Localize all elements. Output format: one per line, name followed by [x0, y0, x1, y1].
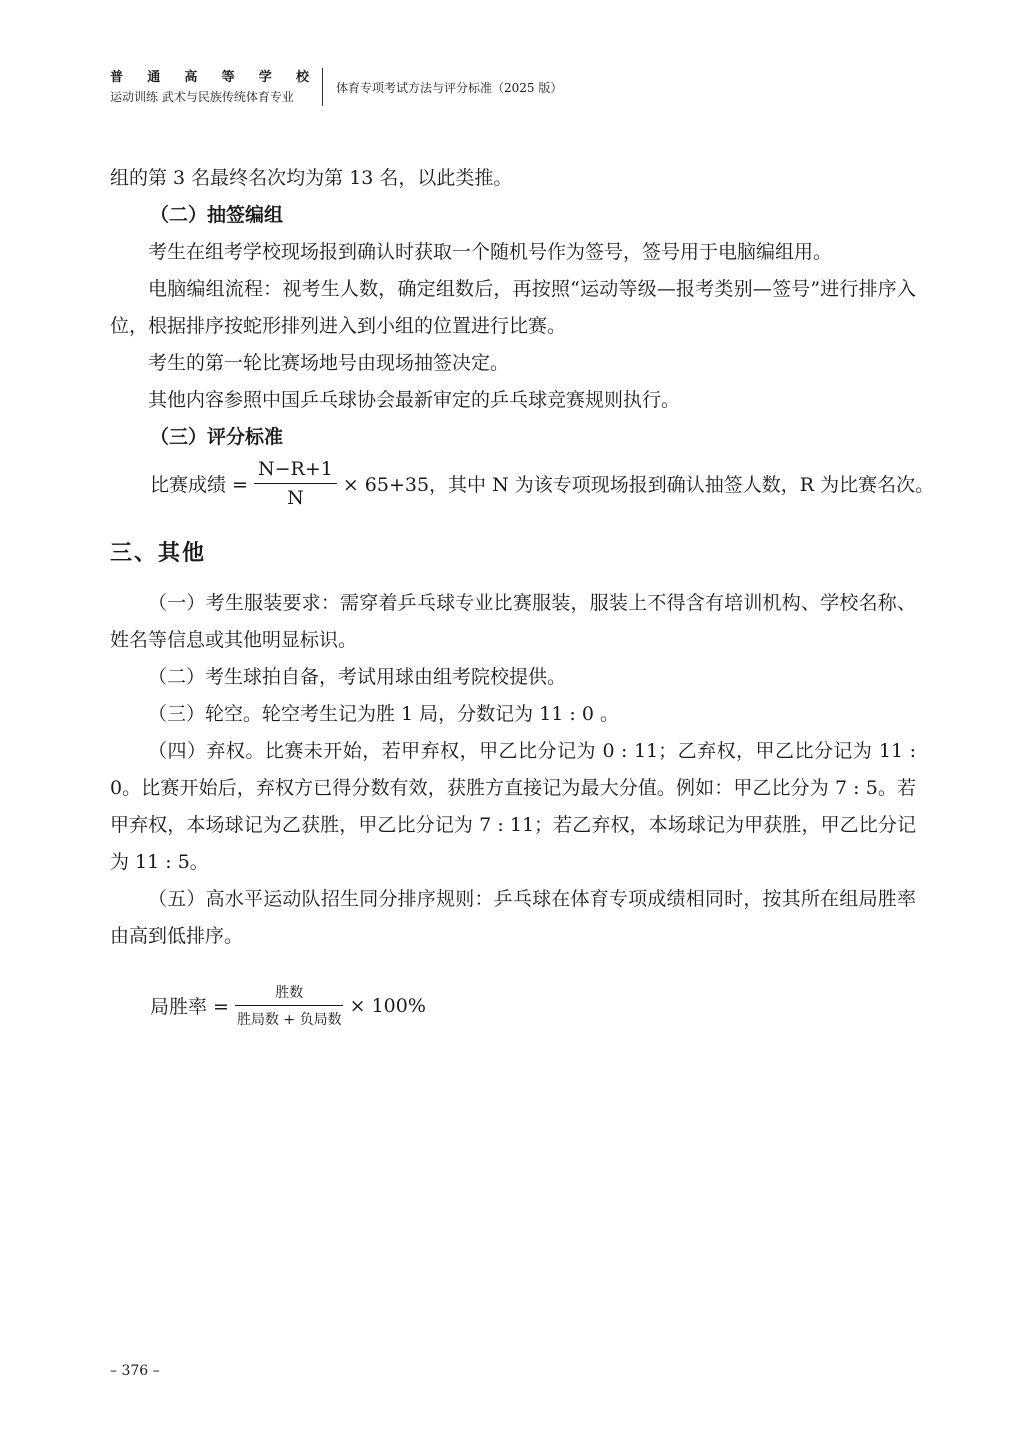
section-title-draw: （二）抽签编组 [150, 204, 284, 226]
paragraph-continued: 组的第 3 名最终名次均为第 13 名，以此类推。 [110, 167, 513, 189]
formula-fraction [235, 982, 344, 1029]
formula-label: 局胜率 = [150, 996, 229, 1018]
header-school-char: 等 [221, 70, 236, 85]
paragraph-tie-break: （五）高水平运动队招生同分排序规则：乒乓球在体育专项成绩相同时，按其所在组局胜率由高到低排序。 [110, 888, 916, 947]
paragraph-bye: （三）轮空。轮空考生记为胜 1 局，分数记为 11 : 0 。 [148, 703, 619, 725]
paragraph-dress-code: （一）考生服装要求：需穿着乒乓球专业比赛服装，服装上不得含有培训机构、学校名称、姓名等信息或其他明显标识。 [110, 592, 916, 651]
header-school-char: 学 [258, 70, 273, 85]
paragraph-venue-draw: 考生的第一轮比赛场地号由现场抽签决定。 [148, 352, 510, 374]
formula-game-win-rate [150, 982, 426, 1029]
formula-tail: × 100% [349, 994, 426, 1017]
formula-numerator: 胜数 [235, 982, 343, 1006]
page-number: – 376 – [110, 1363, 160, 1379]
header-school-char: 通 [147, 70, 162, 85]
chapter-title-other: 三、其他 [110, 541, 207, 566]
formula-fraction [254, 458, 337, 509]
header-book-title: 体育专项考试方法与评分标准（2025 版） [336, 81, 563, 95]
header-major: 运动训练 武术与民族传统体育专业 [110, 90, 294, 104]
formula-tail: × 65+35，其中 N 为该专项现场报到确认抽签人数，R 为比赛名次。 [342, 474, 935, 496]
paragraph-draw-number: 考生在组考学校现场报到确认时获取一个随机号作为签号，签号用于电脑编组用。 [148, 241, 833, 263]
paragraph-forfeit: （四）弃权。比赛未开始，若甲弃权，甲乙比分记为 0 : 11；乙弃权，甲乙比分记为 11 : 0。比赛开始后，弃权方已得分数有效，获胜方直接记为最大分值。例如：甲乙比分为 7 : 5。若甲弃权，本场球记为乙获胜，甲乙比分记为 7 : 11；若乙弃权，本场球记为甲获胜，甲乙比分记为 11 : 5。 [110, 740, 916, 873]
paragraph-racket: （二）考生球拍自备，考试用球由组考院校提供。 [148, 666, 567, 688]
formula-denominator: N [287, 487, 304, 509]
page-header [110, 66, 810, 108]
header-school-char: 校 [295, 70, 310, 85]
formula-label: 比赛成绩 = [150, 474, 248, 496]
header-divider [322, 68, 323, 106]
header-school-name [110, 66, 310, 85]
paragraph-grouping-process: 电脑编组流程：视考生人数，确定组数后，再按照“运动等级—报考类别—签号”进行排序入位，根据排序按蛇形排列进入到小组的位置进行比赛。 [110, 278, 916, 337]
section-title-scoring: （三）评分标准 [150, 426, 284, 448]
formula-match-score [150, 458, 934, 509]
formula-denominator: 胜局数 + 负局数 [236, 1012, 342, 1028]
header-school-char: 高 [184, 70, 199, 85]
header-school-char: 普 [110, 70, 125, 85]
paragraph-rules-reference: 其他内容参照中国乒乓球协会最新审定的乒乓球竞赛规则执行。 [148, 389, 681, 411]
formula-numerator: N−R+1 [254, 458, 337, 484]
